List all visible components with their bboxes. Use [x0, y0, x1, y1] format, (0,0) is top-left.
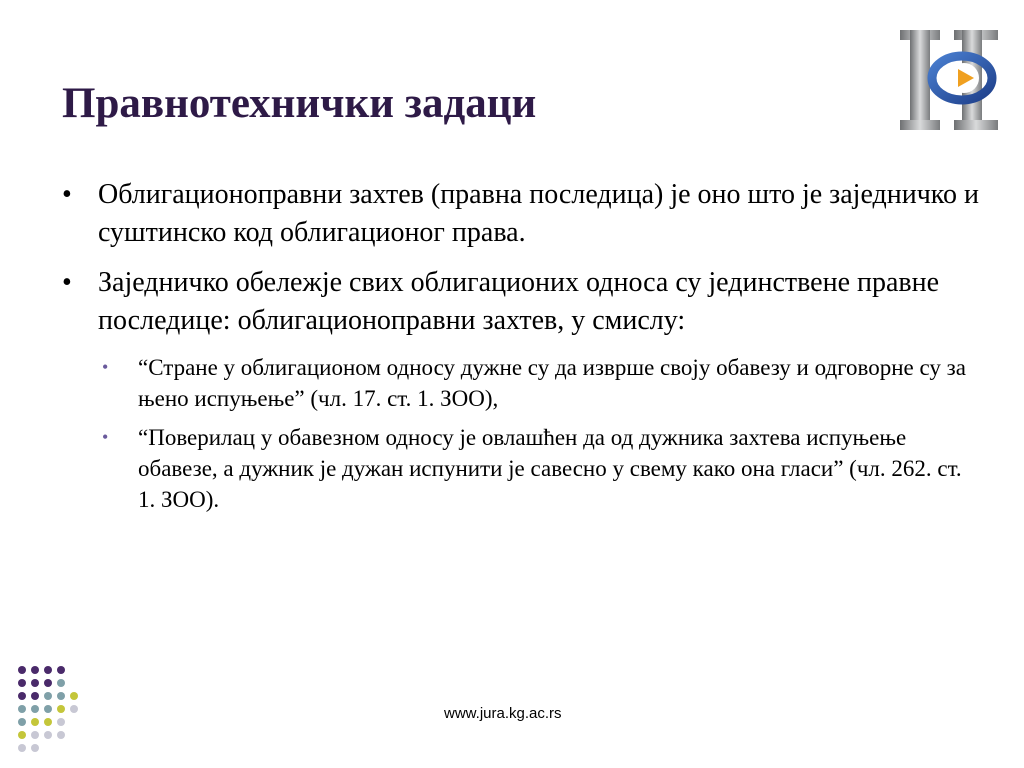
bullet-item: • Заједничко обележје свих облигационих односа су јединствене правне последице: облигационоправни захтев, у смислу:: [62, 264, 982, 340]
slide-body: [62, 176, 982, 523]
bullet-item: • Облигационоправни захтев (правна последица) је оно што је заједничко и суштинско код облигационог права.: [62, 176, 982, 252]
sub-bullet-item: • “Поверилац у обавезном односу је овлашћен да од дужника захтева испуњење обавезе, а дужник је дужан испунити је савесно у свему како она гласи” (чл. 262. ст. 1. ЗОО).: [62, 422, 982, 515]
university-logo-icon: [898, 24, 1004, 136]
slide-title: Правнотехнички задаци: [62, 80, 537, 127]
sub-bullet-item: • “Стране у облигационом односу дужне су да изврше своју обавезу и одговорне су за њено испуњење” (чл. 17. ст. 1. ЗОО),: [62, 352, 982, 414]
dot-grid-decoration: [14, 664, 94, 754]
footer-url: www.jura.kg.ac.rs: [444, 705, 562, 722]
